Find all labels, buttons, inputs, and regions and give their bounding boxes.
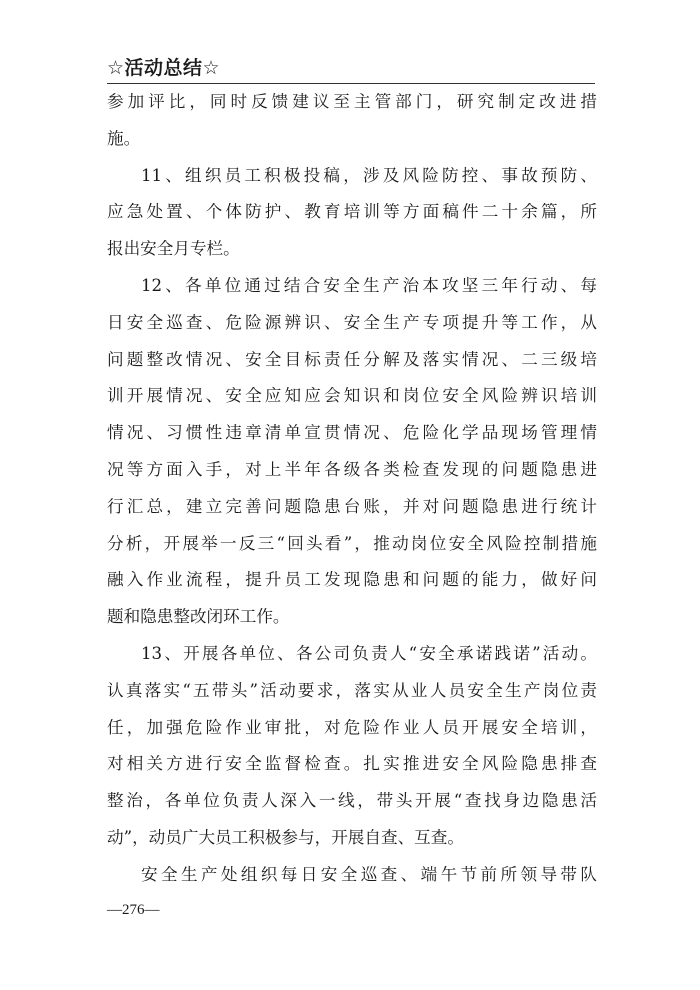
text-line: 13、开展各单位、各公司负责人“安全承诺践诺”活动。 [141, 643, 597, 663]
text-line: 12、各单位通过结合安全生产治本攻坚三年行动、每 [141, 275, 597, 295]
text-line: 应急处置、个体防护、教育培训等方面稿件二十余篇，所 [107, 202, 597, 222]
text-line: 安全生产处组织每日安全巡查、端午节前所领导带队 [141, 864, 597, 884]
text-line: 况等方面入手，对上半年各级各类检查发现的问题隐患进 [107, 459, 597, 479]
text-line: 训开展情况、安全应知应会知识和岗位安全风险辨识培训 [107, 386, 597, 406]
text-line: 报出安全月专栏。 [107, 239, 240, 259]
text-line: 对相关方进行安全监督检查。扎实推进安全风险隐患排查 [107, 754, 597, 774]
document-body [107, 84, 597, 894]
page-number: —276— [107, 902, 160, 918]
text-line: 整治，各单位负责人深入一线，带头开展“查找身边隐患活 [107, 791, 597, 811]
text-line: 情况、习惯性违章清单宣贯情况、危险化学品现场管理情 [107, 423, 597, 443]
header-title: ☆活动总结☆ [107, 57, 221, 79]
text-line: 11、组织员工积极投稿，涉及风险防控、事故预防、 [141, 165, 597, 185]
text-line: 问题整改情况、安全目标责任分解及落实情况、二三级培 [107, 349, 597, 369]
text-line: 题和隐患整改闭环工作。 [107, 607, 290, 627]
text-line: 参加评比，同时反馈建议至主管部门，研究制定改进措 [107, 92, 597, 111]
text-line: 任，加强危险作业审批，对危险作业人员开展安全培训， [107, 717, 597, 737]
text-line: 分析，开展举一反三“回头看”，推动岗位安全风险控制措施 [107, 533, 597, 553]
text-line: 行汇总，建立完善问题隐患台账，并对问题隐患进行统计 [107, 496, 597, 516]
text-line: 动”，动员广大员工积极参与，开展自查、互查。 [107, 827, 464, 847]
page-header [107, 56, 595, 84]
text-line: 施。 [107, 128, 141, 148]
text-line: 认真落实“五带头”活动要求，落实从业人员安全生产岗位责 [107, 680, 597, 700]
text-line: 融入作业流程，提升员工发现隐患和问题的能力，做好问 [107, 570, 597, 590]
text-line: 日安全巡查、危险源辨识、安全生产专项提升等工作，从 [107, 312, 597, 332]
